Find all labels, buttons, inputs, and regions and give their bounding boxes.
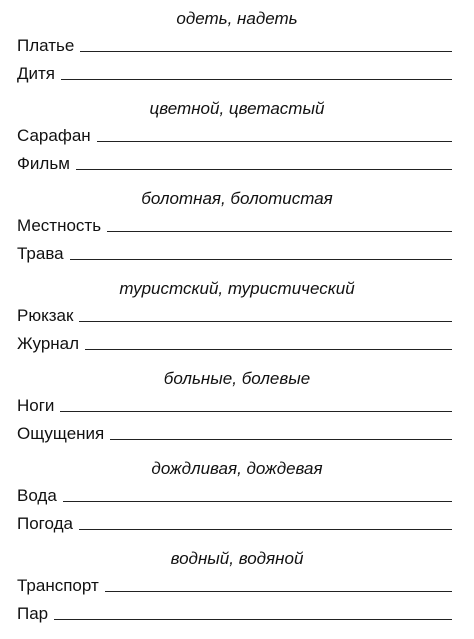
answer-blank-line[interactable] [107, 231, 452, 232]
word-label: Ощущения [17, 424, 105, 443]
word-label: Платье [17, 36, 75, 55]
answer-row [17, 154, 452, 174]
answer-row [17, 396, 452, 416]
answer-blank-line[interactable] [76, 169, 452, 170]
section-2 [0, 99, 474, 189]
answer-row [17, 424, 452, 444]
section-3 [0, 189, 474, 279]
answer-row [17, 126, 452, 146]
word-label: Фильм [17, 154, 70, 173]
answer-blank-line[interactable] [79, 529, 452, 530]
answer-blank-line[interactable] [85, 349, 452, 350]
section-header: болотная, болотистая [141, 189, 333, 208]
answer-row [17, 514, 452, 534]
section-5 [0, 369, 474, 459]
word-label: Транспорт [17, 576, 99, 595]
section-header: цветной, цветастый [149, 99, 325, 118]
word-label: Пар [17, 604, 49, 623]
word-label: Рюкзак [17, 306, 74, 325]
section-header: туристский, туристический [119, 279, 355, 298]
answer-blank-line[interactable] [63, 501, 452, 502]
section-6 [0, 459, 474, 549]
word-label: Трава [17, 244, 64, 263]
answer-blank-line[interactable] [70, 259, 452, 260]
answer-row [17, 576, 452, 596]
word-label: Погода [17, 514, 73, 533]
answer-row [17, 216, 452, 236]
answer-blank-line[interactable] [97, 141, 452, 142]
word-label: Ноги [17, 396, 55, 415]
section-header: больные, болевые [163, 369, 311, 388]
answer-blank-line[interactable] [79, 321, 452, 322]
answer-blank-line[interactable] [54, 619, 452, 620]
word-label: Журнал [17, 334, 80, 353]
section-1 [0, 9, 474, 99]
answer-blank-line[interactable] [61, 79, 452, 80]
answer-row [17, 244, 452, 264]
answer-blank-line[interactable] [110, 439, 452, 440]
answer-row [17, 334, 452, 354]
answer-blank-line[interactable] [105, 591, 452, 592]
word-label: Дитя [17, 64, 56, 83]
answer-blank-line[interactable] [60, 411, 452, 412]
answer-row [17, 36, 452, 56]
section-header: дождливая, дождевая [151, 459, 323, 478]
section-header: водный, водяной [170, 549, 304, 568]
section-header: одеть, надеть [176, 9, 298, 28]
word-label: Вода [17, 486, 57, 505]
section-4 [0, 279, 474, 369]
answer-blank-line[interactable] [80, 51, 452, 52]
answer-row [17, 64, 452, 84]
answer-row [17, 486, 452, 506]
word-label: Сарафан [17, 126, 91, 145]
word-label: Местность [17, 216, 102, 235]
answer-row [17, 306, 452, 326]
section-7 [0, 549, 474, 639]
answer-row [17, 604, 452, 624]
